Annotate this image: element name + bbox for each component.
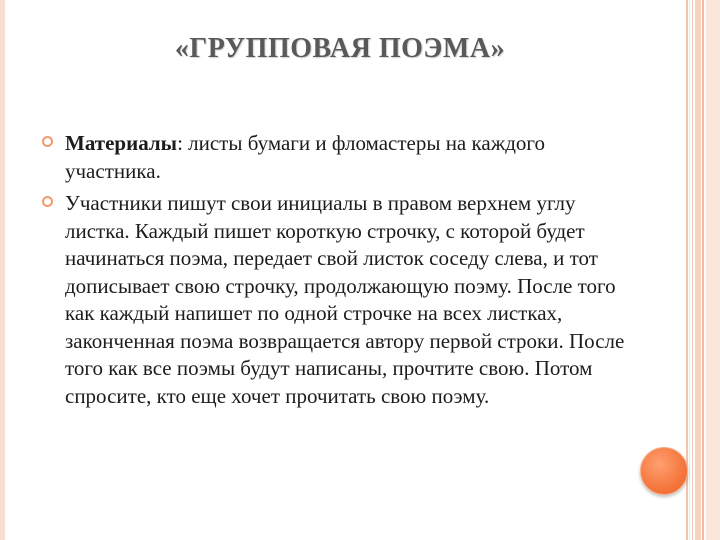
bullet-bold-prefix: Материалы (65, 131, 178, 155)
stripe (702, 0, 704, 540)
stripe (706, 0, 720, 540)
bullet-item-materials (40, 130, 630, 185)
ring-bullet-icon (42, 136, 53, 147)
bullet-text: Участники пишут свои инициалы в правом верхнем углу листка. Каждый пишет короткую строчку, с которой будет начинаться поэма, передает свой листок соседу слева, и тот дописывает свою строчку, продолжающую поэму. После того как каждый напишет по одной строчке на всех листках, законченная поэма возвращается автору первой строки. После того как все поэмы будут написаны, прочтите свою. Потом спросите, кто еще хочет прочитать свою поэму. (65, 191, 625, 408)
left-border-decoration (0, 0, 5, 540)
bullet-text: : листы бумаги и фломастеры на каждого участника. (65, 131, 545, 183)
bullet-item-instructions (40, 190, 630, 410)
slide-title: «ГРУППОВАЯ ПОЭМА» (174, 33, 506, 64)
stripe (689, 0, 690, 540)
stripe (686, 0, 688, 540)
slide-content (40, 130, 630, 415)
stripe (692, 0, 693, 540)
stripe (695, 0, 701, 540)
orange-circle-decoration (640, 447, 688, 495)
ring-bullet-icon (42, 196, 53, 207)
right-stripes-decoration (686, 0, 720, 540)
